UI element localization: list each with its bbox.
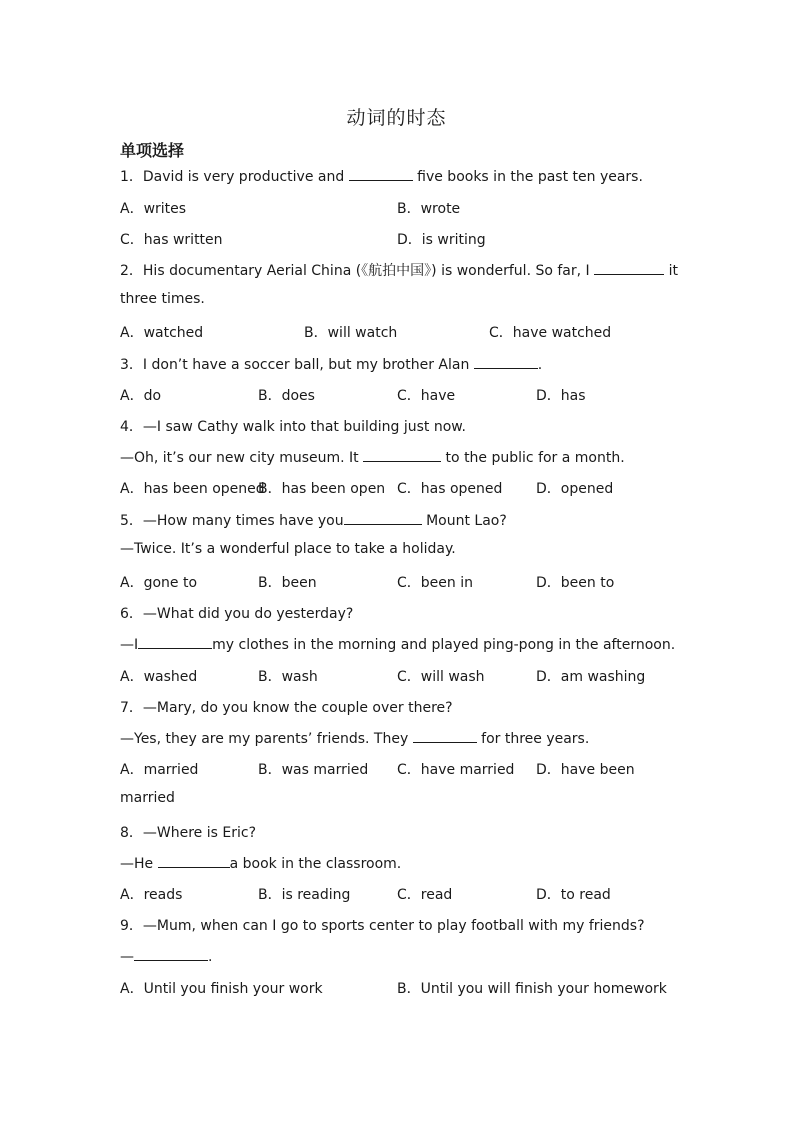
question-5-stem: [120, 510, 507, 530]
question-8-stem: [120, 853, 401, 872]
question-2-continuation: three times.: [120, 291, 205, 307]
stem-text: 2．His documentary Aerial China (《航拍中国》) is wonderful. So far, I: [120, 263, 595, 279]
q4-option-c: C．has opened: [397, 481, 503, 497]
q5-option-a: A．gone to: [120, 575, 198, 591]
answer-blank: [363, 447, 441, 462]
q1-option-c: C．has written: [120, 232, 223, 248]
page-title: 动词的时态: [346, 107, 447, 129]
q7-option-d: D．have been: [536, 762, 635, 778]
section-heading: 单项选择: [120, 141, 185, 160]
answer-blank: [474, 354, 538, 369]
question-6-line-1: 6．—What did you do yesterday?: [120, 606, 354, 622]
stem-text: —I: [120, 637, 139, 653]
q1-option-b: B．wrote: [397, 201, 461, 217]
q3-option-b: B．does: [258, 388, 315, 404]
stem-text: to the public for a month.: [441, 450, 625, 466]
q9-option-b: B．Until you will finish your homework: [397, 981, 667, 997]
q8-option-c: C．read: [397, 887, 453, 903]
q8-option-b: B．is reading: [258, 887, 351, 903]
question-9-line-1: 9．—Mum, when can I go to sports center to play football with my friends?: [120, 918, 645, 934]
q2-option-a: A．watched: [120, 325, 204, 341]
answer-blank: [158, 853, 230, 868]
question-7-stem: [120, 728, 589, 747]
q3-option-c: C．have: [397, 388, 456, 404]
stem-text: —Yes, they are my parents’ friends. They: [120, 731, 413, 747]
stem-text: 5．—How many times have you: [120, 513, 344, 529]
question-7-line-1: 7．—Mary, do you know the couple over there?: [120, 700, 453, 716]
stem-text: Mount Lao?: [421, 513, 507, 529]
answer-blank: [138, 634, 212, 649]
answer-blank: [349, 166, 413, 181]
question-5-line-2: —Twice. It’s a wonderful place to take a holiday.: [120, 541, 456, 557]
answer-blank: [344, 510, 422, 525]
stem-text: 1．David is very productive and: [120, 169, 349, 185]
q1-option-d: D．is writing: [397, 232, 486, 248]
q4-option-b: B．has been open: [258, 481, 386, 497]
stem-text: .: [208, 949, 213, 965]
q1-option-a: A．writes: [120, 201, 187, 217]
q5-option-d: D．been to: [536, 575, 615, 591]
question-1-stem: [120, 166, 643, 186]
q5-option-c: C．been in: [397, 575, 473, 591]
q6-option-d: D．am washing: [536, 669, 646, 685]
q2-option-c: C．have watched: [489, 325, 612, 341]
question-8-line-1: 8．—Where is Eric?: [120, 825, 257, 841]
answer-blank: [413, 728, 477, 743]
question-4-line-1: 4．—I saw Cathy walk into that building just now.: [120, 419, 466, 435]
answer-blank: [134, 946, 208, 961]
q6-option-b: B．wash: [258, 669, 318, 685]
question-4-stem: [120, 447, 625, 466]
stem-text: —He: [120, 856, 158, 872]
q8-option-a: A．reads: [120, 887, 183, 903]
q7-option-d-continuation: married: [120, 790, 175, 806]
q5-option-b: B．been: [258, 575, 317, 591]
question-2-stem: [120, 260, 678, 280]
question-3-stem: [120, 354, 542, 374]
q4-option-d: D．opened: [536, 481, 614, 497]
q9-option-a: A．Until you finish your work: [120, 981, 323, 997]
q7-option-a: A．married: [120, 762, 199, 778]
question-6-stem: [120, 634, 675, 653]
stem-text: a book in the classroom.: [229, 856, 402, 872]
q6-option-c: C．will wash: [397, 669, 485, 685]
stem-text: —: [120, 949, 134, 965]
stem-text: —Oh, it’s our new city museum. It: [120, 450, 364, 466]
q6-option-a: A．washed: [120, 669, 198, 685]
q3-option-d: D．has: [536, 388, 586, 404]
stem-text: my clothes in the morning and played ping-pong in the afternoon.: [212, 637, 676, 653]
stem-text: five books in the past ten years.: [412, 169, 643, 185]
q8-option-d: D．to read: [536, 887, 611, 903]
stem-text: for three years.: [476, 731, 590, 747]
q3-option-a: A．do: [120, 388, 162, 404]
question-9-stem: [120, 946, 212, 965]
answer-blank: [594, 260, 664, 275]
stem-text: 3．I don’t have a soccer ball, but my brother Alan: [120, 357, 474, 373]
q7-option-c: C．have married: [397, 762, 515, 778]
stem-text: it: [664, 263, 678, 279]
q7-option-b: B．was married: [258, 762, 369, 778]
stem-text: .: [537, 357, 543, 373]
q4-option-a: A．has been opened: [120, 481, 265, 497]
q2-option-b: B．will watch: [304, 325, 398, 341]
